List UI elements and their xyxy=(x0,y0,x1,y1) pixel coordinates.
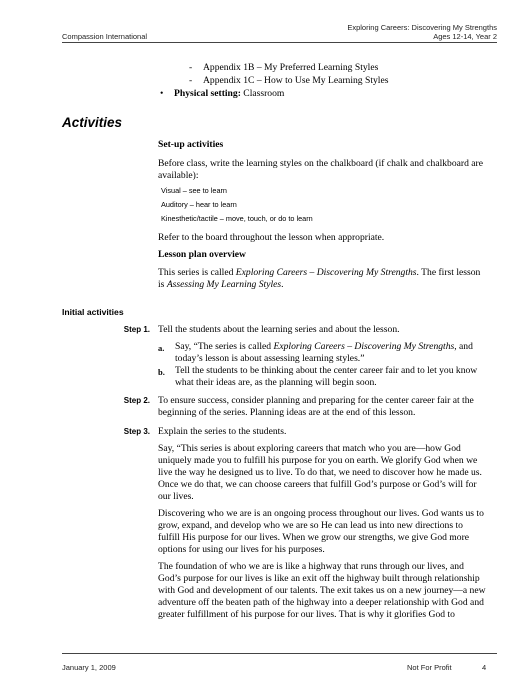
step-1-text: Tell the students about the learning series and about the lesson. xyxy=(158,324,400,335)
overview-text: . The first lesson xyxy=(416,267,481,278)
footer-rule xyxy=(62,653,497,654)
header-rule xyxy=(62,42,497,43)
step-3-label: Step 3. xyxy=(123,427,150,436)
step-2-line: To ensure success, consider planning and preparing for the center career fair at the xyxy=(158,395,474,406)
overview-text: is xyxy=(158,279,167,290)
paragraph-line: uniquely made you to fulfill his purpose for you on earth. We glorify God when we xyxy=(158,455,478,466)
setup-line: Before class, write the learning styles on the chalkboard (if chalk and chalkboard are xyxy=(158,158,483,169)
overview-heading: Lesson plan overview xyxy=(158,249,246,260)
overview-text: This series is called xyxy=(158,267,236,278)
physical-setting xyxy=(174,88,284,100)
paragraph-line: live the way he designed us to live. To do that, we need to discover how he made us. xyxy=(158,467,482,478)
sub-b-label: b. xyxy=(158,367,165,377)
step-1-label: Step 1. xyxy=(123,325,150,334)
footer-notice: Not For Profit xyxy=(407,663,452,672)
overview-text: . xyxy=(281,279,284,290)
paragraph-line: our lives. xyxy=(158,491,194,502)
series-name: Exploring Careers – Discovering My Strengths xyxy=(235,267,417,278)
paragraph-line: adventure off the beaten path of the highway into a deeper relationship with God and xyxy=(158,597,484,608)
paragraph-line: Once we do that, we can choose careers that fulfill God’s purpose or God’s will for xyxy=(158,479,477,490)
step-3-text: Explain the series to the students. xyxy=(158,426,287,437)
paragraph-line: Discovering who we are is an ongoing process throughout our lives. God wants us to xyxy=(158,508,484,519)
appendix-1b: Appendix 1B – My Preferred Learning Styles xyxy=(203,62,379,73)
appendix-1c: Appendix 1C – How to Use My Learning Styles xyxy=(203,75,389,86)
page-number: 4 xyxy=(482,663,487,672)
dash-marker: - xyxy=(189,62,193,73)
overview-line xyxy=(158,279,284,291)
activities-heading: Activities xyxy=(62,115,123,130)
dash-marker: - xyxy=(189,75,193,86)
paragraph-line: grow, expand, and develop who we are so He can lead us into new directions to xyxy=(158,520,463,531)
paragraph-line: greater fulfillment of his purpose for our lives. That is why it glorifies God to xyxy=(158,609,455,620)
paragraph-line: with God and development of our talents. The exit takes us on a new journey—a new xyxy=(158,585,486,596)
sub-a-line: today’s lesson is about assessing learning styles.” xyxy=(175,353,365,364)
style-kinesthetic: Kinesthetic/tactile – move, touch, or do to learn xyxy=(161,214,313,223)
paragraph-line: fulfill His purpose for our lives. When we grow our strengths, we give God more xyxy=(158,532,470,543)
header-org: Compassion International xyxy=(62,32,148,41)
refer-board: Refer to the board throughout the lesson when appropriate. xyxy=(158,232,385,243)
sub-a-text: Say, “The series is called xyxy=(175,341,274,352)
sub-b-line: what their ideas are, as the planning will begin soon. xyxy=(175,377,377,388)
sub-b-line: Tell the students to be thinking about the center career fair and to let you know xyxy=(175,365,478,376)
sub-a-line xyxy=(175,341,473,353)
step-2-label: Step 2. xyxy=(123,396,150,405)
sub-a-label: a. xyxy=(158,343,165,353)
footer-date: January 1, 2009 xyxy=(62,663,116,672)
bullet-marker: • xyxy=(160,88,164,99)
setup-heading: Set-up activities xyxy=(158,139,224,150)
physical-setting-value: Classroom xyxy=(240,88,285,99)
paragraph-line: Say, “This series is about exploring careers that match who you are—how God xyxy=(158,443,461,454)
paragraph-line: options for using our lives for his purposes. xyxy=(158,544,325,555)
header-subtitle: Ages 12-14, Year 2 xyxy=(433,32,497,41)
series-name: Exploring Careers – Discovering My Strengths xyxy=(273,341,455,352)
style-visual: Visual – see to learn xyxy=(161,186,227,195)
lesson-name: Assessing My Learning Styles xyxy=(166,279,282,290)
header-title: Exploring Careers: Discovering My Strengths xyxy=(347,23,497,32)
style-auditory: Auditory – hear to learn xyxy=(161,200,237,209)
setup-line: available): xyxy=(158,170,199,181)
paragraph-line: God’s purpose for our lives is like an exit off the highway built through relationship xyxy=(158,573,480,584)
sub-a-text: , and xyxy=(454,341,473,352)
initial-activities-heading: Initial activities xyxy=(62,307,124,317)
step-2-line: beginning of the series. Planning ideas are at the end of this lesson. xyxy=(158,407,416,418)
overview-line xyxy=(158,267,480,279)
paragraph-line: The foundation of who we are is like a highway that runs through our lives, and xyxy=(158,561,464,572)
physical-setting-label: Physical setting: xyxy=(174,88,241,99)
